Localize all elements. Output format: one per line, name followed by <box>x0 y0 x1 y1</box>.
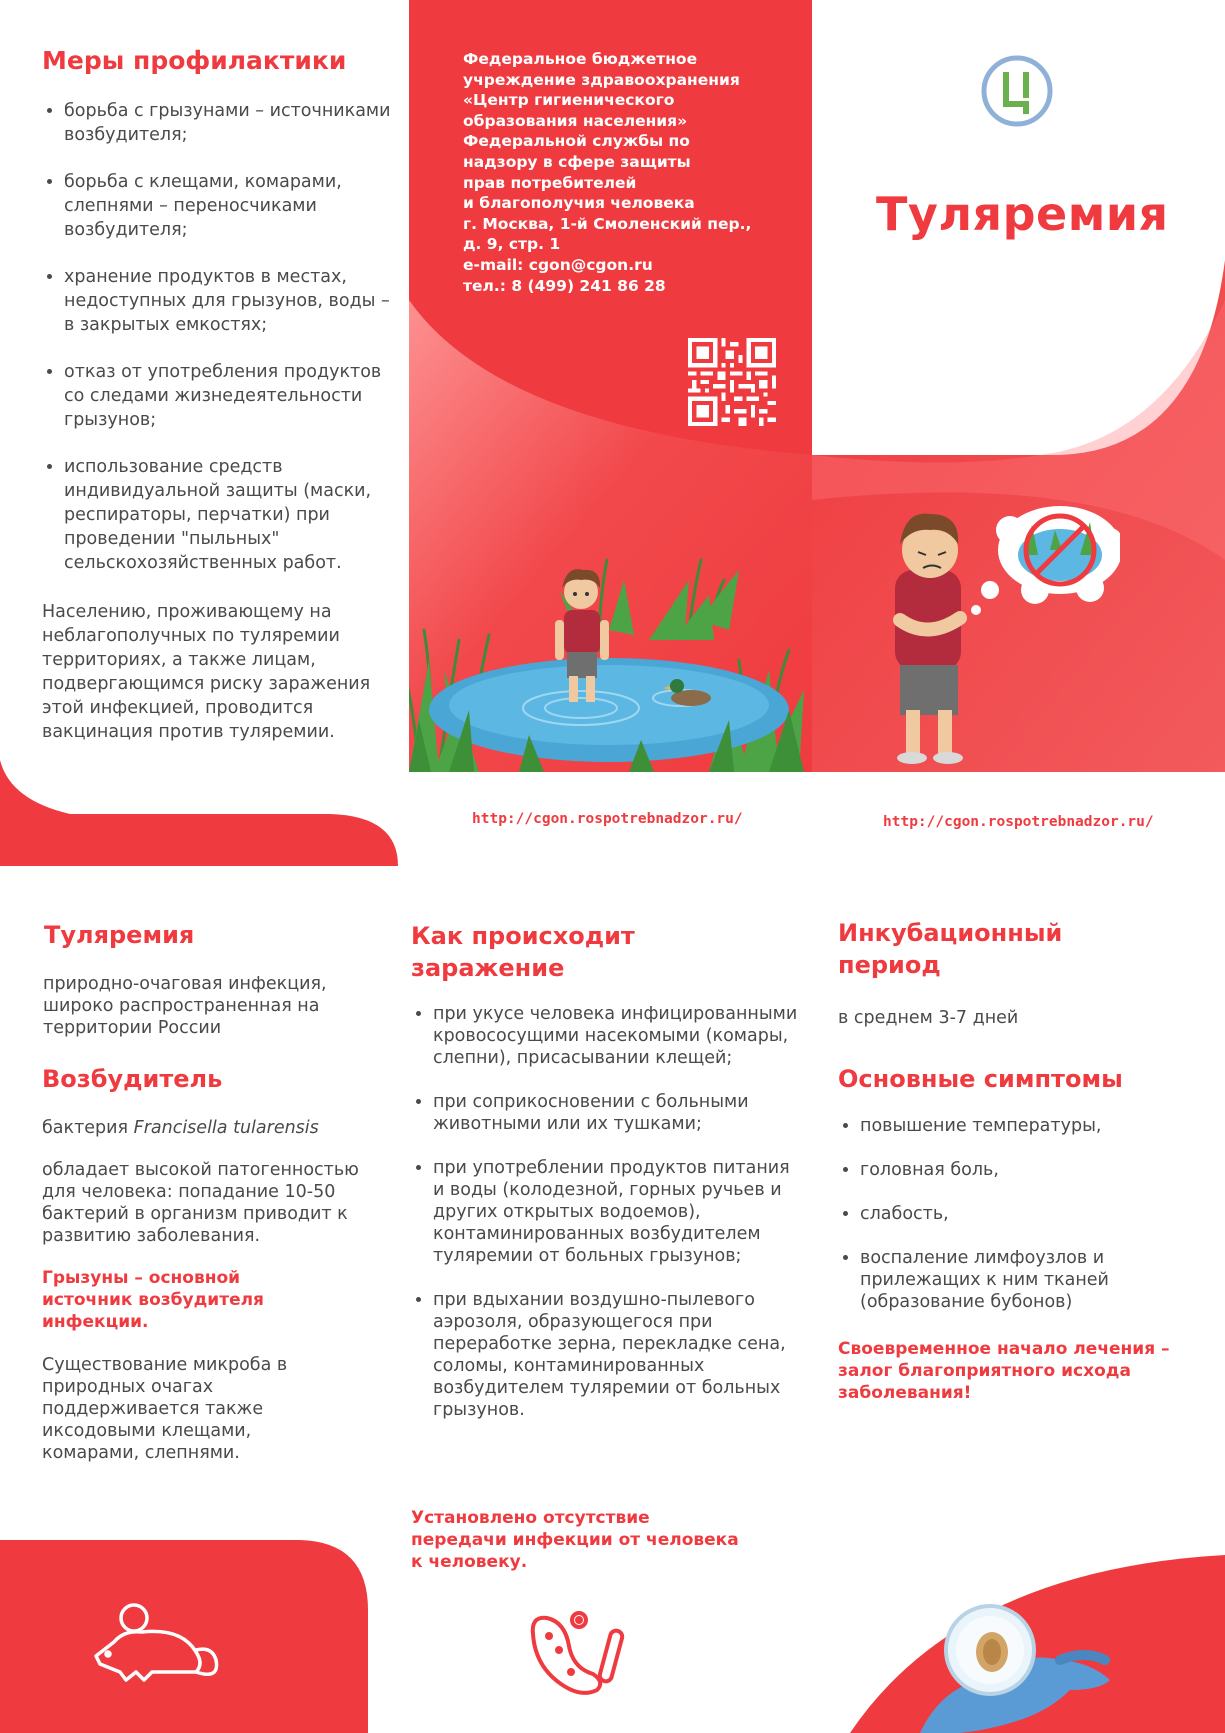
qr-code-icon <box>688 338 776 426</box>
website-link-cover[interactable]: http://cgon.rospotrebnadzor.ru/ <box>883 814 1154 830</box>
cover-title: Туляремия <box>876 187 1169 241</box>
incubation-title: Инкубационный период <box>838 919 1063 979</box>
sick-boy-illustration <box>860 500 1120 770</box>
mouse-icon <box>92 1600 224 1686</box>
symptom-item: • воспаление лимфоузлов и прилежащих к ним тканей (образование бубонов) <box>860 1247 1190 1313</box>
vaccination-note: Населению, проживающему на неблагополучных по туляремии территориях, а также лицам, подвергающимся риску заражения этой инфекцией, проводится вакцинация против туляремии. <box>42 602 371 742</box>
route-item: • при употреблении продуктов питания и воды (колодезной, горных ручьев и других открытых водоемов), контаминированных возбудителем туляремии от больных грызунов; <box>433 1157 803 1267</box>
treatment-note: Своевременное начало лечения – залог благоприятного исхода заболевания! <box>838 1339 1170 1403</box>
prevention-item: • использование средств индивидуальной защиты (маски, респираторы, перчатки) при проведении "пыльных" сельскохозяйственных работ. <box>64 455 400 575</box>
prevention-item: • борьба с клещами, комарами, слепнями – переносчиками возбудителя; <box>64 170 400 242</box>
route-item: • при вдыхании воздушно-пылевого аэрозоля, образующегося при переработке зерна, перекладке сена, соломы, контаминированных возбудителем туляремии от больных грызунов. <box>433 1289 803 1421</box>
bacteria-icon <box>525 1606 635 1696</box>
organization-info: Федеральное бюджетное учреждение здравоохранения «Центр гигиенического образования населения» Федеральной службы по надзору в сфере защиты прав потребителей и благополучия человека г. Москва, 1-й Смоленский пер., д. 9, стр. 1 e-mail: cgon@cgon.ru тел.: 8 (499) 241 86 28 <box>463 49 803 296</box>
prevention-item: • борьба с грызунами – источниками возбудителя; <box>64 99 400 147</box>
symptom-item: • повышение температуры, <box>860 1115 1190 1137</box>
symptoms-title: Основные симптомы <box>838 1065 1123 1093</box>
pathogen-title: Возбудитель <box>42 1065 223 1093</box>
prevention-item: • отказ от употребления продуктов со следами жизнедеятельности грызунов; <box>64 360 400 432</box>
tularemia-description: природно-очаговая инфекция, широко распространенная на территории России <box>43 974 327 1038</box>
route-item: • при укусе человека инфицированными кровососущими насекомыми (комары, слепни), присасывании клещей; <box>433 1003 803 1069</box>
existence-text: Существование микроба в природных очагах поддерживается также иксодовыми клещами, комарами, слепнями. <box>42 1355 288 1463</box>
prevention-title: Меры профилактики <box>42 46 347 75</box>
incubation-text: в среднем 3-7 дней <box>838 1008 1019 1028</box>
gloved-hand-illustration <box>900 1590 1120 1733</box>
boy-in-pond-illustration <box>409 540 812 772</box>
no-human-transmission-note: Установлено отсутствие передачи инфекции от человека к человеку. <box>411 1508 739 1572</box>
pathogenicity-text: обладает высокой патогенностью для человека: попадание 10-50 бактерий в организм приводит к развитию заболевания. <box>42 1160 359 1246</box>
cgon-logo-icon <box>980 54 1054 128</box>
symptom-item: • слабость, <box>860 1203 1190 1225</box>
prevention-list <box>42 99 400 575</box>
pathogen-name: бактерия Francisella tularensis <box>42 1118 319 1138</box>
route-item: • при соприкосновении с больными животными или их тушками; <box>433 1091 803 1135</box>
email-text: e-mail: cgon@cgon.ru <box>463 255 653 274</box>
website-link[interactable]: http://cgon.rospotrebnadzor.ru/ <box>472 811 743 827</box>
symptoms-list <box>838 1115 1190 1313</box>
infection-route-list <box>411 1003 803 1421</box>
infection-route-title: Как происходит заражение <box>411 922 635 982</box>
phone-text: тел.: 8 (499) 241 86 28 <box>463 276 666 295</box>
prevention-item: • хранение продуктов в местах, недоступных для грызунов, воды – в закрытых емкостях; <box>64 265 400 337</box>
symptom-item: • головная боль, <box>860 1159 1190 1181</box>
tularemia-title: Туляремия <box>44 921 195 949</box>
rodents-note: Грызуны – основной источник возбудителя инфекции. <box>42 1268 264 1332</box>
